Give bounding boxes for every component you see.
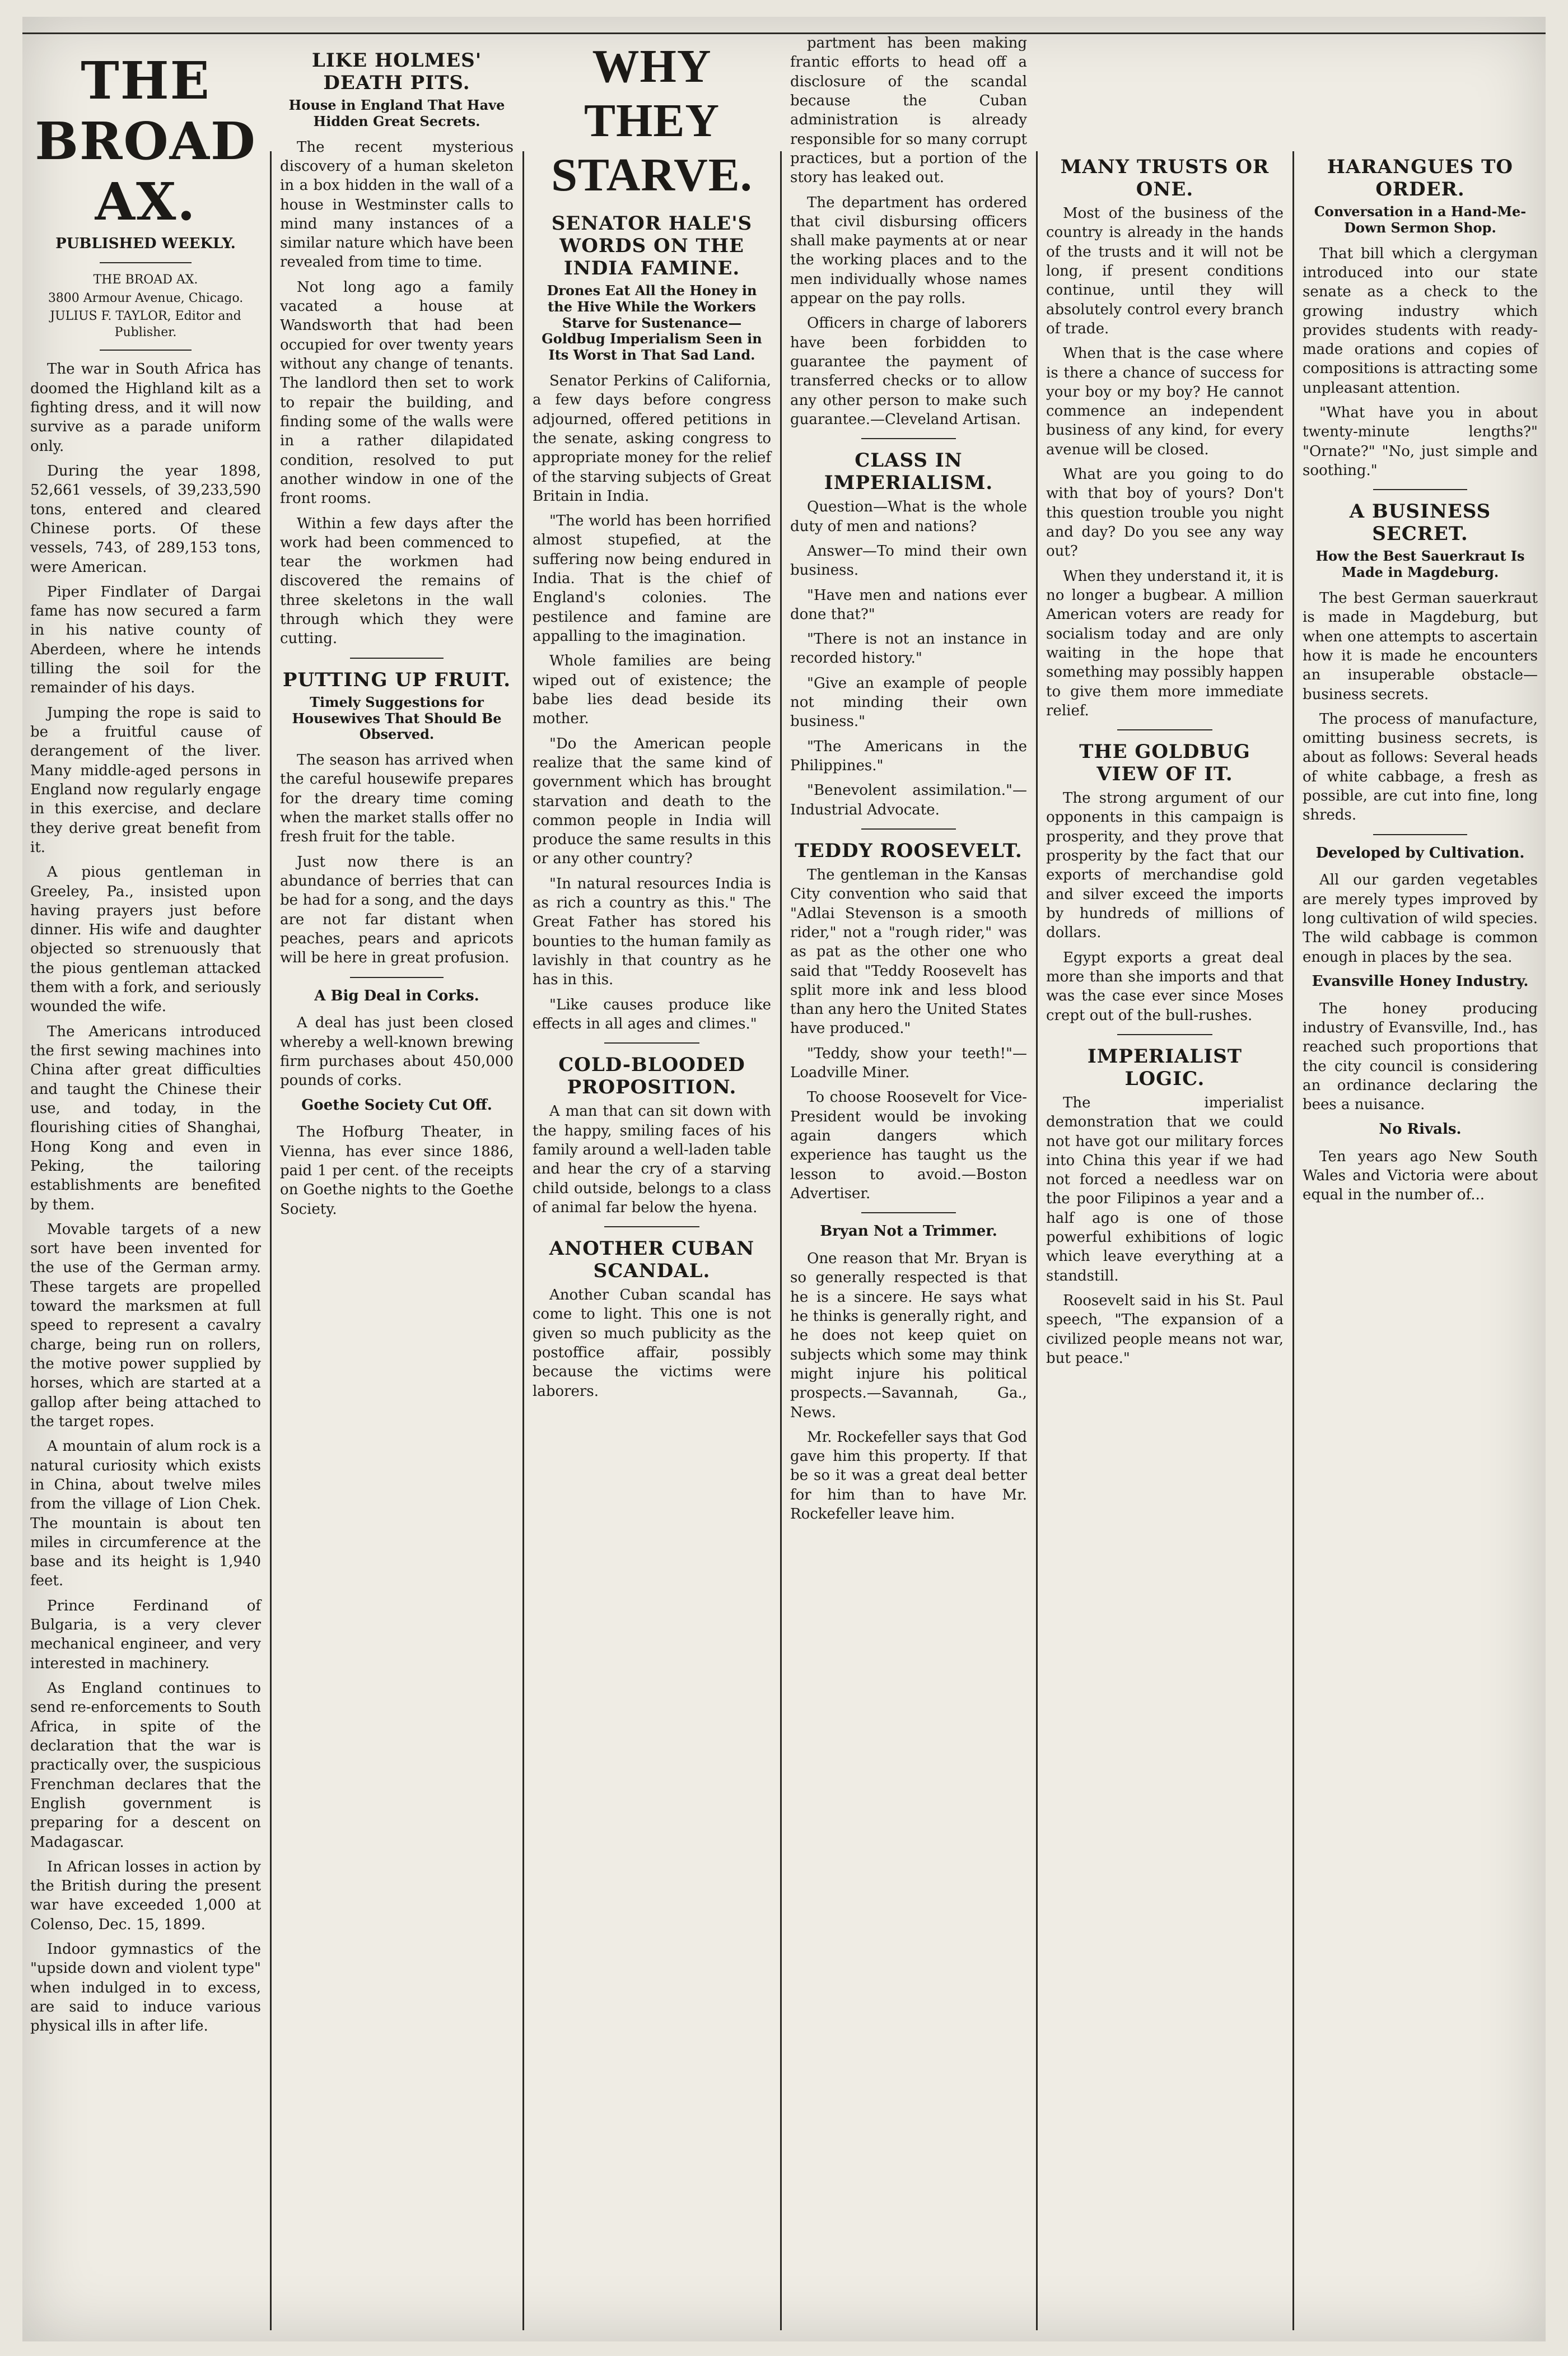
divider [604,1226,699,1227]
article-paragraph: Senator Perkins of California, a few days before congress adjourned, offered petitions in the senate, asking congress to appropriate money for the relief of the starving subjects of Great Britain in India. [533,372,771,505]
article-headline: ANOTHER CUBAN SCANDAL. [549,1237,755,1283]
article-paragraph: The strong argument of our opponents in this campaign is prosperity, and they prove that prosperity by the fact that our exports of merchandise gold and silver exceed the imports by hundreds of millions of dollars. [1046,790,1284,942]
article-paragraph: partment has been making frantic efforts to head off a disclosure of the scandal because the Cuban administration is already responsible for so many corrupt practices, but a portion of the story has leaked out. [790,35,1027,187]
masthead-address: 3800 Armour Avenue, Chicago. [48,291,244,305]
column-1 [22,34,269,2207]
article-paragraph: One reason that Mr. Bryan is so generally respected is that he is a sincere. He says what he thinks is generally right, and he does not keep quiet on subjects which some may think might injure his political prospects.—Savannah, Ga., News. [790,1250,1027,1421]
article-headline: IMPERIALIST LOGIC. [1087,1045,1243,1090]
article-headline: COLD-BLOODED PROPOSITION. [558,1054,745,1099]
article-paragraph: A deal has just been closed whereby a well-known brewing firm purchases about 450,000 pounds of corks. [280,1014,514,1089]
article-headline: Goethe Society Cut Off. [301,1096,492,1114]
article-paragraph: The process of manufacture, omitting business secrets, is about as follows: Several heads of white cabbage, a fresh as possible, are cut into fine, long shreds. [1303,710,1538,824]
article-paragraph: Just now there is an abundance of berries that can be had for a song, and the days are not far distant when peaches, pears and apricots will be here in great profusion. [280,853,514,967]
article-headline: CLASS IN IMPERIALISM. [824,449,993,495]
article-paragraph: The best German sauerkraut is made in Magdeburg, but when one attempts to ascertain how it is made he encounters an insuperable obstacle—business secrets. [1303,589,1538,703]
article-paragraph: "In natural resources India is as rich a country as this." The Great Father has stored his bounties to the human family as lavishly in that country as he has in this. [533,875,771,989]
article-subheadline: House in England That Have Hidden Great Secrets. [288,97,505,129]
article-headline: PUTTING UP FRUIT. [282,668,511,691]
divider [100,262,192,263]
masthead-subtitle: PUBLISHED WEEKLY. [55,235,236,252]
article-paragraph: Most of the business of the country is already in the hands of the trusts and it will not be long, if present conditions continue, until they will absolutely control every branch of trade. [1046,205,1284,337]
column-rule [522,151,524,2330]
article-paragraph: Within a few days after the work had been commenced to tear the workmen had discovered the remains of three skeletons in the wall through which they were cutting. [280,515,514,648]
article-paragraph: The war in South Africa has doomed the Highland kilt as a fighting dress, and it will now survive as a parade uniform only. [30,361,261,455]
article-paragraph: Jumping the rope is said to be a fruitful cause of derangement of the liver. Many middle-aged persons in England now regularly engage in this exercise, and declare they derive great benefit from it. [30,704,261,856]
top-border [22,21,1546,34]
divider [861,1212,956,1213]
article-paragraph: "Have men and nations ever done that?" [790,586,1027,623]
article-headline: LIKE HOLMES' DEATH PITS. [311,49,482,94]
article-paragraph: Ten years ago New South Wales and Victoria were about equal in the number of... [1303,1148,1538,1204]
divider [1117,729,1212,730]
article-paragraph: "Give an example of people not minding their own business." [790,674,1027,730]
article-paragraph: "Do the American people realize that the same kind of government which has brought starvation and death to the common people in India will produce the same results in this or any other country? [533,735,771,868]
article-paragraph: Whole families are being wiped out of existence; the babe lies dead beside its mother. [533,653,771,728]
article-paragraph: The department has ordered that civil disbursing officers shall make payments at or near the working places and to the men individually whose names appear on the pay rolls. [790,194,1027,308]
article-paragraph: A mountain of alum rock is a natural curiosity which exists in China, about twelve miles from the village of Lion Chek. The mountain is about ten miles in circumference at the base and its height is 1,940 feet. [30,1438,261,1590]
column-rule [270,151,272,2330]
article-paragraph: "Teddy, show your teeth!"—Loadville Miner. [790,1045,1027,1082]
article-paragraph: Question—What is the whole duty of men and nations? [790,499,1027,535]
article-paragraph: During the year 1898, 52,661 vessels, of 39,233,590 tons, entered and cleared Chinese ports. Of these vessels, 743, of 289,153 tons, were American. [30,462,261,576]
article-paragraph: Not long ago a family vacated a house at Wandsworth that had been occupied for over twenty years without any change of tenants. The landlord then set to work to repair the building, and finding some of the walls were in a rather dilapidated condition, resolved to put another window in one of the front rooms. [280,278,514,507]
article-subheadline: Timely Suggestions for Housewives That Should Be Observed. [292,693,502,743]
article-headline: Evansville Honey Industry. [1312,973,1529,990]
article-paragraph: The season has arrived when the careful housewife prepares for the dreary time coming when the market stalls offer no fresh fruit for the table. [280,752,514,846]
column-6 [1295,146,1546,2319]
article-headline: No Rivals. [1379,1120,1462,1138]
article-subheadline: How the Best Sauerkraut Is Made in Magdeburg. [1315,548,1525,581]
divider [1117,1034,1212,1035]
article-paragraph: Roosevelt said in his St. Paul speech, "The expansion of a civilized people means not war, but peace." [1046,1292,1284,1367]
article-paragraph: "The Americans in the Philippines." [790,738,1027,774]
divider [1373,489,1467,490]
article-paragraph: The honey producing industry of Evansville, Ind., has reached such proportions that the city council is considering an ordinance declaring the bees a nuisance. [1303,1000,1538,1114]
article-paragraph: To choose Roosevelt for Vice-President would be invoking again dangers which experience has taught us the lesson to avoid.—Boston Advertiser. [790,1089,1027,1202]
article-paragraph: In African losses in action by the British during the present war have exceeded 1,000 at Colenso, Dec. 15, 1899. [30,1858,261,1933]
article-paragraph: What are you going to do with that boy of yours? Don't this question trouble you night and day? Do you see any way out? [1046,466,1284,560]
article-paragraph: Piper Findlater of Dargai fame has now secured a farm in his native county of Aberdeen, where he intends tilling the soil for the remainder of his days. [30,583,261,697]
column-2 [272,39,521,2213]
article-paragraph: The recent mysterious discovery of a human skeleton in a box hidden in the wall of a house in Westminster calls to mind many instances of a similar nature which have been revealed from time to time. [280,138,514,271]
article-paragraph: A pious gentleman in Greeley, Pa., insisted upon having prayers just before dinner. His wife and daughter objected so strenuously that the pious gentleman attacked them with a fork, and seriously wounded the wife. [30,864,261,1016]
article-paragraph: When they understand it, it is no longer a bugbear. A million American voters are ready for socialism today and are only waiting in the hope that something may possibly happen to give them more immediate relief. [1046,567,1284,719]
divider [861,828,956,830]
article-paragraph: Answer—To mind their own business. [790,542,1027,579]
article-paragraph: Officers in charge of laborers have been forbidden to guarantee the payment of transferred checks or to allow any other person to make such guarantee.—Cleveland Artisan. [790,315,1027,428]
article-headline: A BUSINESS SECRET. [1349,500,1491,546]
article-headline: MANY TRUSTS OR ONE. [1060,156,1270,201]
article-paragraph: As England continues to send re-enforcements to South Africa, in spite of the declaration that the war is practically over, the suspicious Frenchman declares that the English government is preparing for a descent on Madagascar. [30,1680,261,1851]
column-rule [780,151,782,2330]
article-paragraph: When that is the case where is there a chance of success for your boy or my boy? He cannot commence an independent business of any kind, for every avenue will be closed. [1046,345,1284,458]
column-rule [1292,151,1294,2330]
column-rule [1036,151,1038,2330]
article-paragraph: A man that can sit down with the happy, smiling faces of his family around a well-laden table and hear the cry of a starving child outside, belongs to a class of animal far below the hyena. [533,1103,771,1216]
masthead-office: THE BROAD AX. [93,273,198,287]
article-headline: Bryan Not a Trimmer. [820,1223,997,1240]
column-3 [525,34,779,2207]
article-paragraph: Mr. Rockefeller says that God gave him this property. If that be so it was a great deal better for him than to have Mr. Rockefeller leave him. [790,1428,1027,1523]
article-paragraph: The Americans introduced the first sewing machines into China after great difficulties and taught the Chinese their use, and today, in the flourishing cities of Shanghai, Hong Kong and even in Peking, the tailoring establishments are benefited by them. [30,1023,261,1213]
article-paragraph: "What have you in about twenty-minute lengths?" "Ornate?" "No, just simple and soothing." [1303,404,1538,479]
article-paragraph: "Like causes produce like effects in all ages and climes." [533,996,771,1032]
divider [100,350,192,351]
article-headline: A Big Deal in Corks. [314,987,479,1004]
article-paragraph: "The world has been horrified almost stupefied, at the suffering now being endured in India. That is the chief of England's colonies. The pestilence and famine are appalling to the imagination. [533,513,771,645]
divider [350,977,444,978]
article-paragraph: Movable targets of a new sort have been invented for the use of the German army. These targets are propelled toward the marksmen at full speed to represent a cavalry charge, being run on rollers, the motive power supplied by horses, which are started at a gallop after being attached to the target ropes. [30,1221,261,1430]
article-main-title: WHY THEY STARVE. [551,40,753,201]
article-headline: HARANGUES TO ORDER. [1327,156,1514,201]
column-5 [1038,146,1291,2319]
article-paragraph: The Hofburg Theater, in Vienna, has ever since 1886, paid 1 per cent. of the receipts on Goethe nights to the Goethe Society. [280,1124,514,1218]
article-headline: Developed by Cultivation. [1315,844,1525,862]
divider [604,1042,699,1044]
article-deck: Drones Eat All the Honey in the Hive While the Workers Starve for Sustenance—Goldbug Imperialism Seen in Its Worst in That Sad Land. [542,282,762,364]
masthead-title: THE BROAD AX. [35,50,256,232]
article-paragraph: Egypt exports a great deal more than she imports and that was the case ever since Moses crept out of the bull-rushes. [1046,949,1284,1024]
article-paragraph: "Benevolent assimilation."—Industrial Advocate. [790,782,1027,818]
divider [1373,834,1467,835]
article-subtitle: SENATOR HALE'S WORDS ON THE INDIA FAMINE. [551,212,753,280]
article-paragraph: The imperialist demonstration that we could not have got our military forces into China this year if we had not forced a needless war on the poor Filipinos a year and a half ago is one of those powerful exhibitions of logic which leave everything at a standstill. [1046,1094,1284,1284]
article-paragraph: Another Cuban scandal has come to light. This one is not given so much publicity as the postoffice affair, possibly because the victims were laborers. [533,1287,771,1400]
divider [350,658,444,659]
article-subheadline: Conversation in a Hand-Me-Down Sermon Shop. [1314,203,1527,236]
article-headline: TEDDY ROOSEVELT. [795,839,1023,862]
article-headline: THE GOLDBUG VIEW OF IT. [1079,741,1250,786]
article-paragraph: The gentleman in the Kansas City convention who said that "Adlai Stevenson is a smooth rider," not a "rough rider," was as pat as the other one who said that "Teddy Roosevelt has split more ink and less blood than any hero the United States have produced." [790,866,1027,1037]
article-paragraph: Indoor gymnastics of the "upside down and violent type" when indulged in to excess, are said to induce various physical ills in after life. [30,1941,261,2035]
masthead-editor: JULIUS F. TAYLOR, Editor and Publisher. [50,309,241,339]
column-4 [782,34,1035,2207]
article-paragraph: All our garden vegetables are merely types improved by long cultivation of wild species. The wild cabbage is common enough in places by the sea. [1303,872,1538,966]
newspaper-page [22,17,1546,2341]
article-paragraph: "There is not an instance in recorded history." [790,631,1027,667]
divider [861,438,956,439]
article-paragraph: Prince Ferdinand of Bulgaria, is a very clever mechanical engineer, and very interested in machinery. [30,1597,261,1672]
article-paragraph: That bill which a clergyman introduced into our state senate as a check to the growing industry which provides students with ready-made orations and copies of compositions is attracting some unpleasant attention. [1303,245,1538,397]
